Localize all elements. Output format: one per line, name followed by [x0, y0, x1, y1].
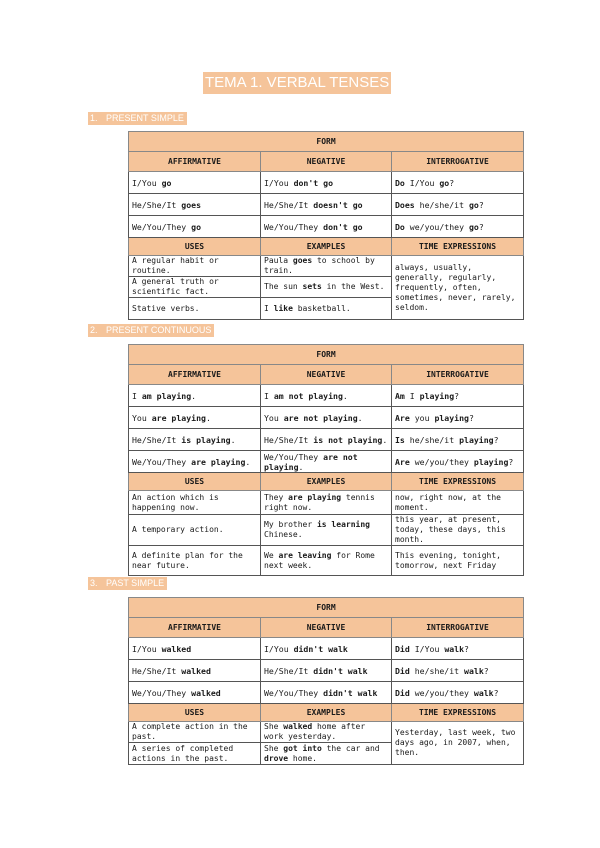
negative-cell: He/She/It is not playing.	[261, 429, 392, 451]
interrogative-cell: Did we/you/they walk?	[392, 682, 524, 704]
affirmative-header: AFFIRMATIVE	[129, 618, 261, 638]
example-cell: Paula goes to school by train.	[261, 256, 392, 277]
section-heading-present-simple	[88, 112, 187, 125]
table-row	[129, 407, 524, 429]
present-simple-table	[128, 131, 524, 320]
table-row	[129, 515, 524, 546]
section-number: 3.	[90, 578, 98, 588]
affirmative-header: AFFIRMATIVE	[129, 152, 261, 172]
affirmative-cell: I/You go	[129, 172, 261, 194]
interrogative-cell: Did he/she/it walk?	[392, 660, 524, 682]
use-cell: A series of completed actions in the past.	[129, 743, 261, 765]
negative-cell: I/You didn't walk	[261, 638, 392, 660]
table-row	[129, 722, 524, 743]
affirmative-cell: We/You/They are playing.	[129, 451, 261, 473]
negative-header: NEGATIVE	[261, 152, 392, 172]
affirmative-cell: I/You walked	[129, 638, 261, 660]
negative-cell: He/She/It didn't walk	[261, 660, 392, 682]
interrogative-header: INTERROGATIVE	[392, 365, 524, 385]
examples-header: EXAMPLES	[261, 473, 392, 491]
time-expressions-cell: always, usually, generally, regularly, frequently, often, sometimes, never, rarely, seldom.	[392, 256, 524, 320]
negative-header: NEGATIVE	[261, 365, 392, 385]
table-row	[129, 491, 524, 515]
use-cell: A complete action in the past.	[129, 722, 261, 743]
form-header: FORM	[129, 345, 524, 365]
section-title: PRESENT CONTINUOUS	[106, 325, 212, 335]
table-row	[129, 172, 524, 194]
time-expressions-cell: Yesterday, last week, two days ago, in 2007, when, then.	[392, 722, 524, 765]
example-cell: She got into the car and drove home.	[261, 743, 392, 765]
use-cell: A general truth or scientific fact.	[129, 277, 261, 298]
table-row	[129, 682, 524, 704]
form-header: FORM	[129, 598, 524, 618]
use-cell: A temporary action.	[129, 515, 261, 546]
negative-cell: We/You/They didn't walk	[261, 682, 392, 704]
time-expressions-cell: now, right now, at the moment.	[392, 491, 524, 515]
time-expressions-header: TIME EXPRESSIONS	[392, 704, 524, 722]
affirmative-cell: We/You/They go	[129, 216, 261, 238]
negative-cell: I/You don't go	[261, 172, 392, 194]
interrogative-header: INTERROGATIVE	[392, 152, 524, 172]
examples-header: EXAMPLES	[261, 238, 392, 256]
interrogative-cell: Are you playing?	[392, 407, 524, 429]
uses-header: USES	[129, 473, 261, 491]
interrogative-cell: Do I/You go?	[392, 172, 524, 194]
interrogative-cell: Am I playing?	[392, 385, 524, 407]
negative-header: NEGATIVE	[261, 618, 392, 638]
affirmative-cell: He/She/It is playing.	[129, 429, 261, 451]
example-cell: I like basketball.	[261, 298, 392, 320]
interrogative-cell: Are we/you/they playing?	[392, 451, 524, 473]
section-number: 2.	[90, 325, 98, 335]
uses-header: USES	[129, 238, 261, 256]
table-row	[129, 546, 524, 576]
present-continuous-table	[128, 344, 524, 576]
table-row	[129, 256, 524, 277]
section-heading-present-continuous	[88, 324, 214, 337]
interrogative-header: INTERROGATIVE	[392, 618, 524, 638]
table-row	[129, 194, 524, 216]
affirmative-cell: He/She/It walked	[129, 660, 261, 682]
uses-header: USES	[129, 704, 261, 722]
affirmative-header: AFFIRMATIVE	[129, 365, 261, 385]
negative-cell: We/You/They are not playing.	[261, 451, 392, 473]
negative-cell: He/She/It doesn't go	[261, 194, 392, 216]
page-title: TEMA 1. VERBAL TENSES	[203, 72, 391, 94]
table-row	[129, 429, 524, 451]
interrogative-cell: Do we/you/they go?	[392, 216, 524, 238]
form-header: FORM	[129, 132, 524, 152]
table-row	[129, 385, 524, 407]
negative-cell: We/You/They don't go	[261, 216, 392, 238]
example-cell: The sun sets in the West.	[261, 277, 392, 298]
use-cell: A definite plan for the near future.	[129, 546, 261, 576]
table-row	[129, 638, 524, 660]
interrogative-cell: Did I/You walk?	[392, 638, 524, 660]
affirmative-cell: We/You/They walked	[129, 682, 261, 704]
use-cell: A regular habit or routine.	[129, 256, 261, 277]
examples-header: EXAMPLES	[261, 704, 392, 722]
section-title: PAST SIMPLE	[106, 578, 165, 588]
time-expressions-cell: this year, at present, today, these days, this month.	[392, 515, 524, 546]
example-cell: They are playing tennis right now.	[261, 491, 392, 515]
use-cell: Stative verbs.	[129, 298, 261, 320]
affirmative-cell: You are playing.	[129, 407, 261, 429]
time-expressions-cell: This evening, tonight, tomorrow, next Friday	[392, 546, 524, 576]
time-expressions-header: TIME EXPRESSIONS	[392, 473, 524, 491]
example-cell: She walked home after work yesterday.	[261, 722, 392, 743]
past-simple-table	[128, 597, 524, 765]
table-row	[129, 216, 524, 238]
section-title: PRESENT SIMPLE	[106, 113, 184, 123]
interrogative-cell: Is he/she/it playing?	[392, 429, 524, 451]
table-row	[129, 660, 524, 682]
table-row	[129, 451, 524, 473]
section-heading-past-simple	[88, 577, 167, 590]
time-expressions-header: TIME EXPRESSIONS	[392, 238, 524, 256]
example-cell: We are leaving for Rome next week.	[261, 546, 392, 576]
negative-cell: You are not playing.	[261, 407, 392, 429]
example-cell: My brother is learning Chinese.	[261, 515, 392, 546]
affirmative-cell: I am playing.	[129, 385, 261, 407]
negative-cell: I am not playing.	[261, 385, 392, 407]
use-cell: An action which is happening now.	[129, 491, 261, 515]
section-number: 1.	[90, 113, 98, 123]
affirmative-cell: He/She/It goes	[129, 194, 261, 216]
interrogative-cell: Does he/she/it go?	[392, 194, 524, 216]
